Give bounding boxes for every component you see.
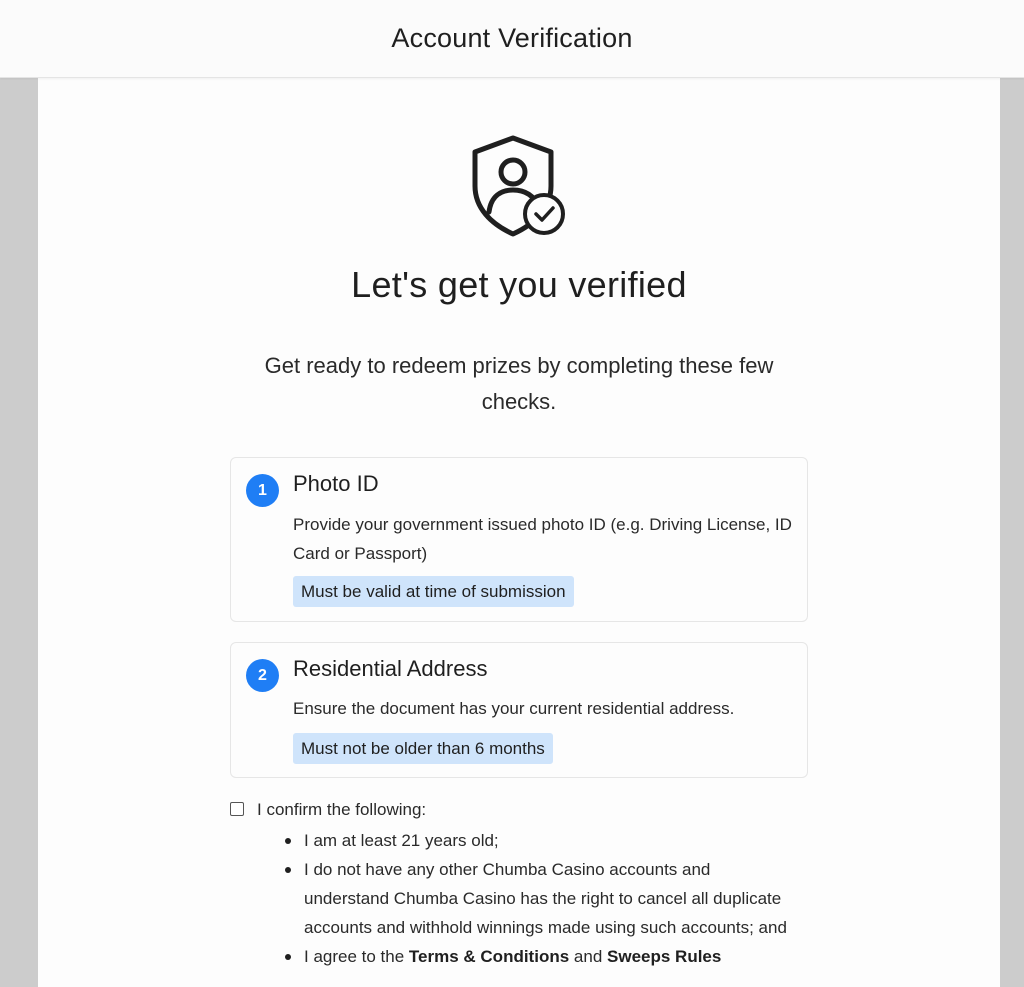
sweeps-rules-link[interactable]: Sweeps Rules — [607, 947, 722, 966]
step-card-photo-id — [230, 457, 808, 622]
step-description: Ensure the document has your current residential address. — [293, 699, 735, 718]
step-number-badge: 2 — [246, 659, 279, 692]
main-heading: Let's get you verified — [351, 264, 687, 305]
agree-conjunction: and — [573, 947, 603, 966]
step-requirement-badge: Must not be older than 6 months — [293, 733, 553, 764]
list-item — [280, 942, 800, 971]
step-card-residential-address — [230, 642, 808, 778]
terms-conditions-link[interactable]: Terms & Conditions — [408, 947, 570, 966]
step-title: Residential Address — [293, 656, 488, 681]
app-header — [0, 0, 1024, 78]
step-description: Provide your government issued photo ID (e.g. Driving License, ID Card or Passport) — [293, 515, 792, 563]
list-item: I am at least 21 years old; — [280, 826, 800, 855]
subtitle: Get ready to redeem prizes by completing these few checks. — [264, 353, 774, 414]
shield-user-check-icon — [471, 134, 567, 238]
step-number-badge: 1 — [246, 474, 279, 507]
confirm-checkbox[interactable] — [230, 802, 244, 816]
list-item: I do not have any other Chumba Casino accounts and understand Chumba Casino has the right to cancel all duplicate accounts and withhold winnings made using such accounts; and — [280, 855, 800, 942]
verification-panel — [38, 78, 1000, 987]
page-header-title: Account Verification — [391, 23, 633, 53]
agree-prefix: I agree to the — [304, 947, 405, 966]
step-requirement-badge: Must be valid at time of submission — [293, 576, 574, 607]
confirm-label[interactable]: I confirm the following: — [257, 800, 427, 819]
confirm-list — [280, 826, 800, 971]
step-title: Photo ID — [293, 471, 379, 496]
